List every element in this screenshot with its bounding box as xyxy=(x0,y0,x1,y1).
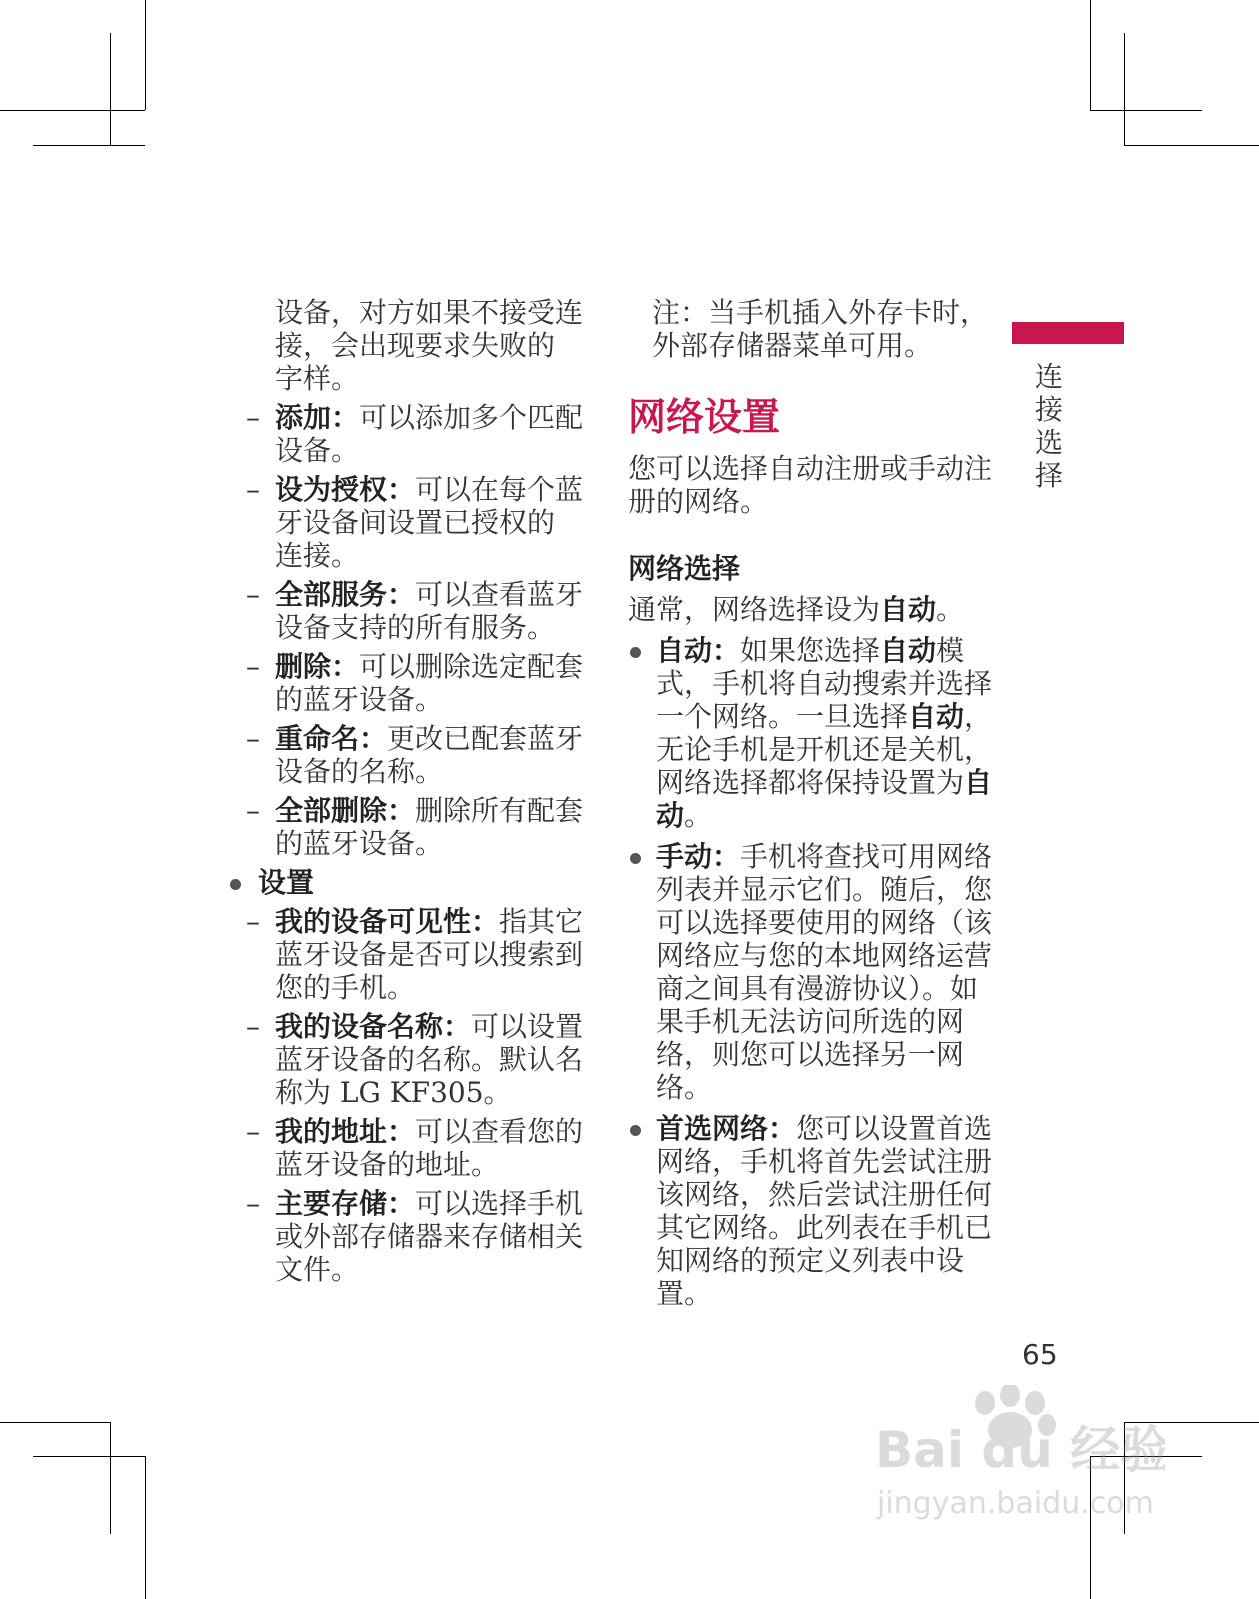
dash-marker: – xyxy=(246,578,260,611)
list-item-all-services: – 全部服务：可以查看蓝牙 设备支持的所有服务。 xyxy=(246,578,584,644)
dash-marker: – xyxy=(246,401,260,434)
section-intro: 您可以选择自动注册或手动注 册的网络。 xyxy=(628,452,993,518)
crop-mark xyxy=(1124,145,1259,146)
bullet-dot xyxy=(630,853,641,864)
crop-mark xyxy=(0,1422,110,1423)
dash-marker: – xyxy=(246,794,260,827)
crop-mark xyxy=(1124,33,1125,145)
bullet-manual: 手动：手机将查找可用网络列表并显示它们。随后，您可以选择要使用的网络（该网络应与您的本地网络运营商之间具有漫游协议）。如果手机无法访问所选的网络，则您可以选择另一网络。 xyxy=(628,840,1000,1104)
page-number: 65 xyxy=(1022,1338,1058,1371)
left-column xyxy=(230,296,600,1286)
crop-mark xyxy=(110,33,111,145)
crop-mark xyxy=(110,1422,111,1534)
dash-marker: – xyxy=(246,1115,260,1148)
watermark-brand: Bai du 经验 xyxy=(875,1421,1165,1479)
list-item-device-name: – 我的设备名称：可以设置 蓝牙设备的名称。默认名 称为 LG KF305。 xyxy=(246,1010,584,1109)
list-item-delete-all: – 全部删除：删除所有配套 的蓝牙设备。 xyxy=(246,794,584,860)
list-item-primary-storage: – 主要存储：可以选择手机 或外部存储器来存储相关 文件。 xyxy=(246,1187,584,1286)
bullet-dot xyxy=(630,647,641,658)
crop-mark xyxy=(33,1456,145,1457)
section-title: 网络设置 xyxy=(628,394,781,439)
crop-mark xyxy=(145,1456,146,1599)
storage-note: 注：当手机插入外存卡时， 外部存储器菜单可用。 xyxy=(652,296,989,362)
bullet-dot xyxy=(630,1125,641,1136)
crop-mark xyxy=(145,0,146,110)
crop-mark xyxy=(33,145,145,146)
paw-icon xyxy=(875,1385,1165,1525)
subsection-title: 网络选择 xyxy=(628,552,741,585)
dash-marker: – xyxy=(246,722,260,755)
dash-marker: – xyxy=(246,650,260,683)
crop-mark xyxy=(0,110,145,111)
dash-marker: – xyxy=(246,1187,260,1220)
dash-marker: – xyxy=(246,1010,260,1043)
list-item-visibility: – 我的设备可见性：指其它 蓝牙设备是否可以搜索到 您的手机。 xyxy=(246,905,584,1004)
chapter-tab-bar xyxy=(1012,322,1124,344)
continuation-paragraph: 设备，对方如果不接受连 接，会出现要求失败的 字样。 xyxy=(275,296,584,395)
list-item-address: – 我的地址：可以查看您的 蓝牙设备的地址。 xyxy=(246,1115,584,1181)
list-item-delete: – 删除：可以删除选定配套 的蓝牙设备。 xyxy=(246,650,584,716)
watermark-url: jingyan.baidu.com xyxy=(877,1486,1154,1521)
crop-mark xyxy=(1090,0,1091,110)
dash-marker: – xyxy=(246,473,260,506)
bullet-auto: 自动：如果您选择自动模式，手机将自动搜索并选择一个网络。一旦选择自动，无论手机是开机还是关机，网络选择都将保持设置为自动。 xyxy=(628,634,1000,832)
default-setting-text: 通常，网络选择设为自动。 xyxy=(628,593,965,626)
crop-mark xyxy=(1090,110,1202,111)
list-item-rename: – 重命名：更改已配套蓝牙 设备的名称。 xyxy=(246,722,584,788)
settings-bullet: 设置 xyxy=(230,866,600,899)
dash-marker: – xyxy=(246,905,260,938)
bullet-preferred: 首选网络：您可以设置首选网络，手机将首先尝试注册该网络，然后尝试注册任何其它网络。此列表在手机已知网络的预定义列表中设置。 xyxy=(628,1112,1000,1310)
bullet-dot xyxy=(230,879,241,890)
list-item-add: – 添加：可以添加多个匹配 设备。 xyxy=(246,401,584,467)
list-item-authorize: – 设为授权：可以在每个蓝 牙设备间设置已授权的 连接。 xyxy=(246,473,584,572)
chapter-tab-label: 连接选择 xyxy=(1034,360,1063,492)
baidu-watermark-logo xyxy=(875,1385,1165,1525)
right-column xyxy=(628,296,1000,1310)
